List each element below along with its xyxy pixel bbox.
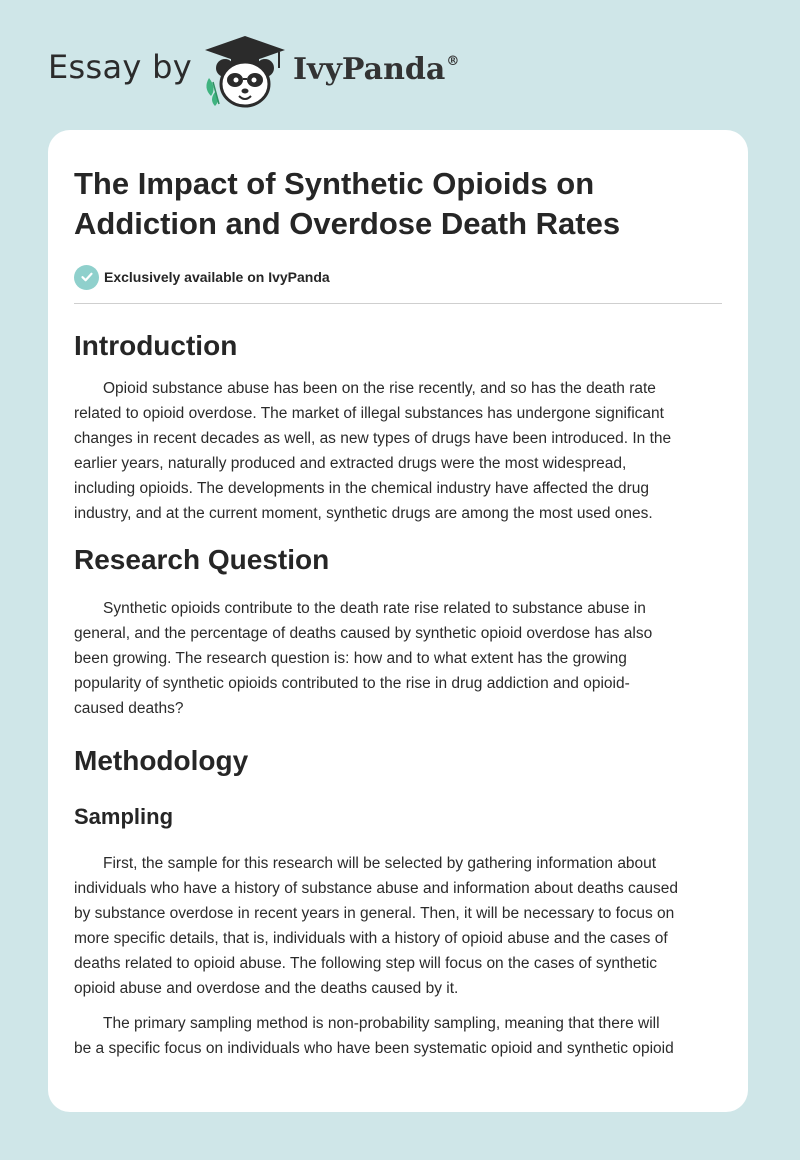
paragraph-line: The primary sampling method is non-probability sampling, meaning that there will [103, 1015, 660, 1032]
essay-by-label: Essay by [48, 48, 192, 86]
panda-graduate-logo-icon[interactable] [201, 34, 289, 110]
heading-sampling: Sampling [74, 804, 174, 829]
check-circle-icon [74, 265, 99, 290]
paragraph-line: Synthetic opioids contribute to the death rate rise related to substance abuse in [103, 600, 646, 617]
heading-introduction: Introduction [74, 330, 238, 361]
essay-title [74, 164, 724, 244]
essay-content [74, 164, 724, 1061]
paragraph-line: individuals who have a history of substance abuse and information about deaths caused [74, 880, 679, 897]
paragraph-line: opioid abuse and overdose and the deaths caused by it. [74, 980, 459, 997]
divider [74, 303, 722, 304]
paragraph-research-question [74, 596, 724, 721]
paragraph-line: by substance overdose in recent years in general. Then, it will be necessary to focus on [74, 905, 675, 922]
paragraph-line: First, the sample for this research will be selected by gathering information about [103, 855, 657, 872]
paragraph-sampling-2 [74, 1011, 724, 1061]
exclusive-badge-text: Exclusively available on IvyPanda [104, 269, 330, 285]
heading-methodology: Methodology [74, 745, 249, 776]
paragraph-line: deaths related to opioid abuse. The following step will focus on the cases of synthetic [74, 955, 658, 972]
brand-name[interactable] [293, 52, 459, 87]
brand-text: IvyPanda [293, 52, 446, 87]
paragraph-sampling-1 [74, 851, 724, 1001]
paragraph-line: related to opioid overdose. The market of illegal substances has undergone significant [74, 405, 664, 422]
paragraph-line: changes in recent decades as well, as new types of drugs have been introduced. In the [74, 430, 672, 447]
paragraph-line: popularity of synthetic opioids contributed to the rise in drug addiction and opioid- [74, 675, 630, 692]
registered-mark: ® [446, 54, 460, 69]
paragraph-line: industry, and at the current moment, synthetic drugs are among the most used ones. [74, 505, 653, 522]
paragraph-line: Opioid substance abuse has been on the rise recently, and so has the death rate [103, 380, 656, 397]
heading-research-question: Research Question [74, 544, 330, 575]
paragraph-introduction [74, 376, 724, 526]
title-line: Addiction and Overdose Death Rates [74, 206, 621, 241]
paragraph-line: caused deaths? [74, 700, 184, 717]
paragraph-line: more specific details, that is, individuals with a history of opioid abuse and the cases of [74, 930, 668, 947]
title-line: The Impact of Synthetic Opioids on [74, 166, 595, 201]
paragraph-line: been growing. The research question is: how and to what extent has the growing [74, 650, 627, 667]
site-header [48, 30, 548, 110]
essay-card [48, 130, 748, 1112]
exclusive-badge [74, 263, 724, 291]
paragraph-line: including opioids. The developments in the chemical industry have affected the drug [74, 480, 650, 497]
paragraph-line: be a specific focus on individuals who have been systematic opioid and synthetic opioid [74, 1040, 674, 1057]
paragraph-line: earlier years, naturally produced and extracted drugs were the most widespread, [74, 455, 627, 472]
paragraph-line: general, and the percentage of deaths caused by synthetic opioid overdose has also [74, 625, 653, 642]
